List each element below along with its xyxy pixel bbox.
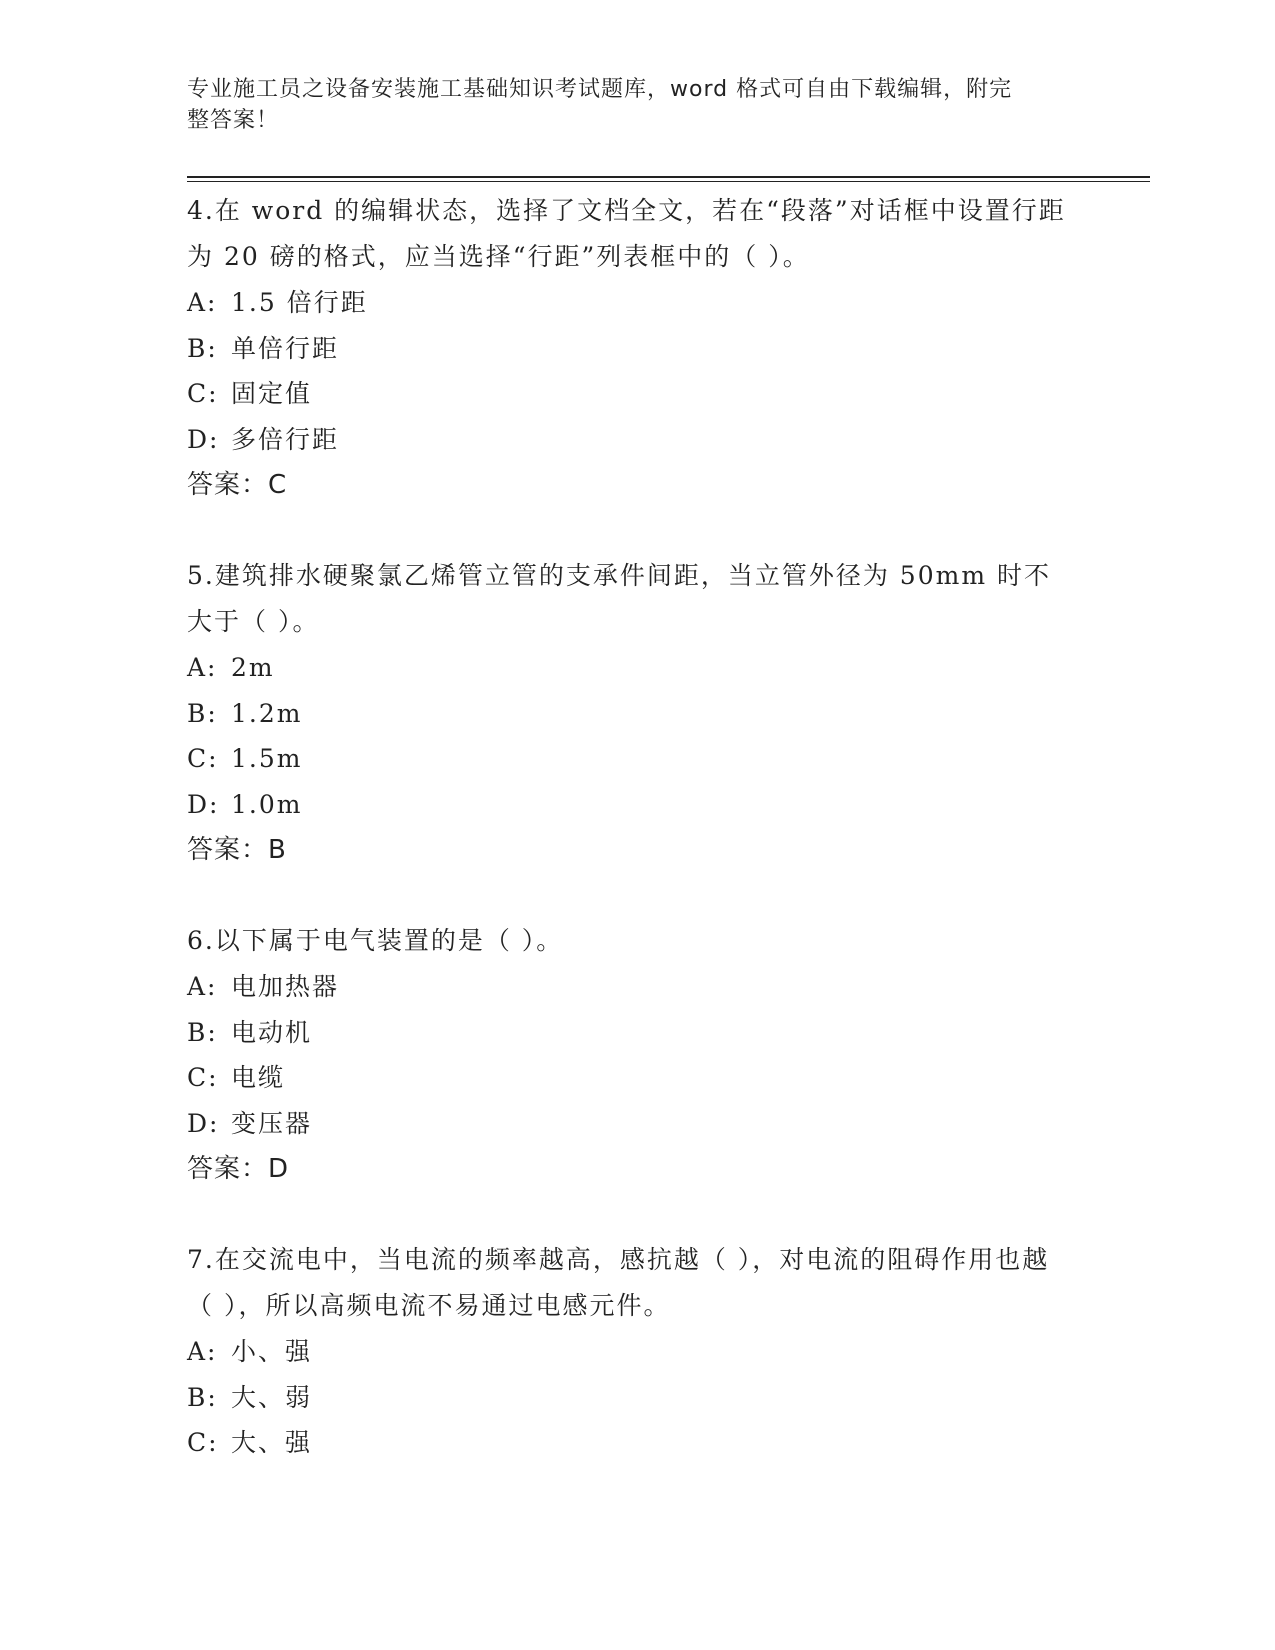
option-a [187,1329,1087,1375]
document-header [187,74,1067,136]
option-letter: A: [187,653,218,682]
option-text: 1.0m [231,789,303,819]
option-letter: B: [187,698,218,728]
option-letter: C: [187,1428,219,1457]
option-letter: A: [187,288,218,317]
option-a [187,645,1087,691]
option-text: 1.5m [231,744,303,773]
option-letter: B: [187,333,218,363]
header-line-1: 专业施工员之设备安装施工基础知识考试题库，word 格式可自由下载编辑，附完 [187,77,1013,102]
option-letter: A: [187,1337,218,1366]
option-text: 1.2m [231,698,303,728]
option-c [187,1055,1087,1101]
answer-line: 答案：C [187,470,288,500]
option-text: 固定值 [231,379,313,408]
option-text: 电缆 [231,1063,286,1092]
question-5 [187,553,1087,873]
option-c [187,1420,1087,1466]
header-divider-thick [187,176,1150,178]
option-letter: D: [187,424,220,454]
option-letter: D: [187,1108,220,1138]
option-letter: C: [187,744,219,773]
answer-line: 答案：D [187,1154,290,1184]
option-letter: D: [187,789,220,819]
question-stem: 6.以下属于电气装置的是（ ）。 [187,926,564,955]
question-stem: 5.建筑排水硬聚氯乙烯管立管的支承件间距，当立管外径为 50mm 时不大于（ ）。 [187,561,1051,636]
option-a [187,964,1087,1010]
header-divider-thin [187,181,1150,182]
option-text: 多倍行距 [231,424,340,454]
option-d [187,417,1087,463]
option-letter: B: [187,1382,218,1412]
question-6 [187,918,1087,1192]
option-b [187,1375,1087,1421]
question-4 [187,188,1087,508]
option-letter: C: [187,379,219,408]
option-letter: C: [187,1063,219,1092]
option-b [187,1010,1087,1056]
option-text: 变压器 [231,1108,313,1138]
option-text: 1.5 倍行距 [231,288,368,317]
option-c [187,736,1087,782]
question-stem: 4.在 word 的编辑状态，选择了文档全文，若在“段落”对话框中设置行距为 20 磅的格式，应当选择“行距”列表框中的（ ）。 [187,196,1066,271]
option-d [187,782,1087,828]
option-letter: A: [187,972,218,1001]
option-d [187,1101,1087,1147]
option-c [187,371,1087,417]
option-b [187,691,1087,737]
option-text: 2m [231,653,275,682]
option-text: 电动机 [231,1017,313,1047]
answer-line: 答案：B [187,835,287,865]
option-text: 大、弱 [231,1382,313,1412]
option-text: 电加热器 [231,972,340,1001]
question-stem: 7.在交流电中，当电流的频率越高，感抗越（ ），对电流的阻碍作用也越（ ），所以高频电流不易通过电感元件。 [187,1245,1050,1320]
option-text: 单倍行距 [231,333,340,363]
option-letter: B: [187,1017,218,1047]
option-text: 小、强 [231,1337,313,1366]
option-b [187,326,1087,372]
question-list [187,188,1087,1511]
option-a [187,280,1087,326]
option-text: 大、强 [231,1428,313,1457]
header-line-2: 整答案！ [187,108,280,133]
question-7 [187,1237,1087,1466]
